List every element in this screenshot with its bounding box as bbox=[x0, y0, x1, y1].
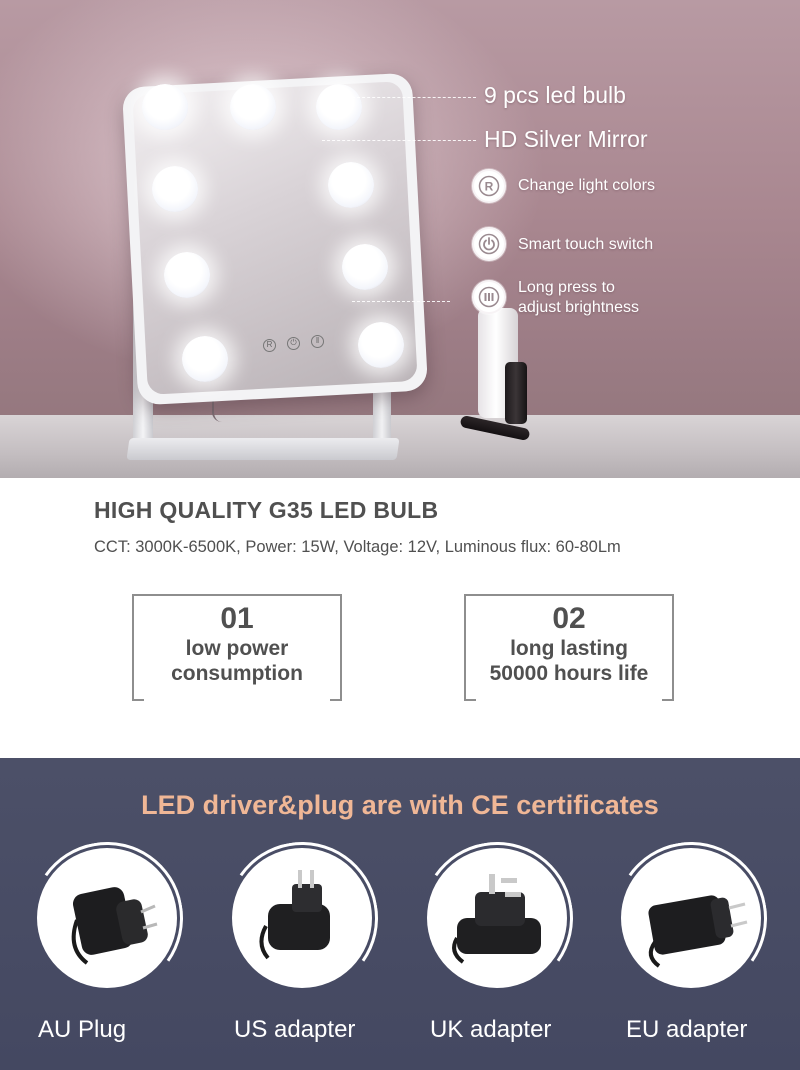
feature-box-1 bbox=[132, 594, 342, 701]
led-bulb bbox=[358, 322, 404, 368]
led-bulb bbox=[230, 84, 276, 130]
plug-label-au: AU Plug bbox=[38, 1016, 127, 1043]
hero-product-photo bbox=[0, 0, 800, 478]
feature-line2: 50000 hours life bbox=[489, 662, 649, 685]
plug-section-title: LED driver&plug are with CE certificates bbox=[141, 790, 659, 820]
callout-bulbs: 9 pcs led bulb bbox=[484, 82, 626, 108]
plug-label-uk: UK adapter bbox=[430, 1016, 552, 1043]
callout-colors: Change light colors bbox=[518, 177, 655, 194]
led-bulb bbox=[152, 166, 198, 212]
feature-number: 02 bbox=[552, 602, 586, 635]
eu-adapter-icon bbox=[621, 848, 761, 988]
box-corner bbox=[466, 699, 476, 701]
leader-line-buttons bbox=[352, 301, 450, 302]
box-corner bbox=[134, 699, 144, 701]
box-corner bbox=[330, 699, 340, 701]
brightness-touch-button-icon: ‖ bbox=[311, 335, 324, 348]
feature-line1: low power bbox=[185, 637, 289, 660]
callout-brightness-line1: Long press to bbox=[518, 279, 615, 296]
lipstick-cap bbox=[505, 362, 527, 424]
led-bulb bbox=[182, 336, 228, 382]
leader-line-mirror bbox=[322, 140, 476, 141]
feature-line1: long lasting bbox=[510, 637, 628, 660]
plug-item-us bbox=[232, 848, 372, 988]
led-bulb bbox=[142, 84, 188, 130]
power-icon bbox=[472, 227, 506, 261]
callout-brightness-line2: adjust brightness bbox=[518, 299, 639, 316]
callout-mirror: HD Silver Mirror bbox=[484, 126, 648, 152]
feature-box-2 bbox=[464, 594, 674, 701]
led-bulb bbox=[164, 252, 210, 298]
plug-item-uk bbox=[427, 848, 567, 988]
r-touch-button-icon: R bbox=[263, 339, 276, 352]
feature-number: 01 bbox=[220, 602, 254, 635]
led-bulb bbox=[342, 244, 388, 290]
us-adapter-icon bbox=[232, 848, 372, 988]
plug-item-au bbox=[37, 848, 177, 988]
plug-item-eu bbox=[621, 848, 761, 988]
brightness-bars-icon bbox=[472, 280, 506, 314]
spec-title: HIGH QUALITY G35 LED BULB bbox=[94, 497, 439, 523]
led-bulb bbox=[328, 162, 374, 208]
mirror-stand-base bbox=[126, 438, 399, 460]
plug-label-us: US adapter bbox=[234, 1016, 356, 1043]
tabletop bbox=[0, 415, 800, 478]
callout-touch: Smart touch switch bbox=[518, 236, 654, 253]
box-corner bbox=[662, 699, 672, 701]
uk-adapter-icon bbox=[427, 848, 567, 988]
led-bulb bbox=[316, 84, 362, 130]
plug-label-eu: EU adapter bbox=[626, 1016, 748, 1043]
feature-line2: consumption bbox=[171, 662, 303, 685]
leader-line-bulbs bbox=[352, 97, 476, 98]
spec-details: CCT: 3000K-6500K, Power: 15W, Voltage: 12V, Luminous flux: 60-80Lm bbox=[94, 538, 621, 556]
au-plug-icon bbox=[37, 848, 177, 988]
plug-section bbox=[0, 758, 800, 1070]
power-touch-button-icon: ⏻ bbox=[287, 337, 300, 350]
r-letter-icon bbox=[472, 169, 506, 203]
svg-text:R: R bbox=[484, 179, 494, 194]
